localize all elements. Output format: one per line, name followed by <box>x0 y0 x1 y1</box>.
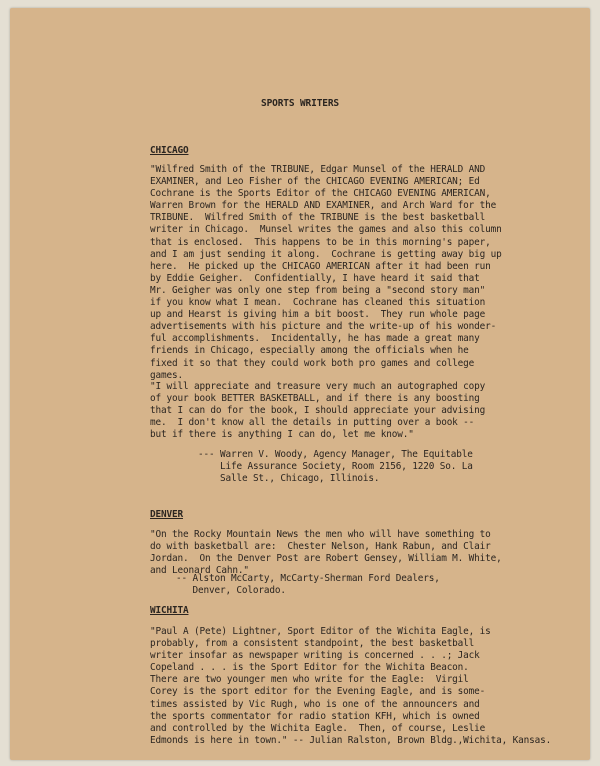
section-heading-chicago: CHICAGO <box>150 145 189 156</box>
wichita-quote: "Paul A (Pete) Lightner, Sport Editor of the Wichita Eagle, is probably, from a consistent standpoint, the best basketball writer insofar as newspaper writing is concerned . . .; Jack Copeland . . . is the Sport Editor for the Wichita Beacon. There are two younger men who write for the Eagle: Virgil Corey is the sport editor for the Evening Eagle, and is some- times assisted by Vic Rugh, who is one of the announcers and the sports commentator for radio station KFH, which is owned and controlled by the Wichita Eagle. Then, of course, Leslie Edmonds is here in town." -- Julian Ralston, Brown Bldg.,Wichita, Kansas. <box>150 626 552 746</box>
denver-quote: "On the Rocky Mountain News the men who will have something to do with basketball are: Chester Nelson, Hank Rabun, and Clair Jordan. On the Denver Post are Robert Gensey, William M. White, and Leonard Cahn." <box>150 529 502 577</box>
page-title: SPORTS WRITERS <box>261 98 339 109</box>
chicago-quote-2: "I will appreciate and treasure very much an autographed copy of your book BETTER BASKETBALL, and if there is any boosting that I can do for the book, I should appreciate your advising me. I don't know all the details in putting over a book -- but if there is anything I can do, let me know." <box>150 381 486 441</box>
chicago-signature: --- Warren V. Woody, Agency Manager, The Equitable Life Assurance Society, Room 2156, 1220 So. La Salle St., Chicago, Illinois. <box>198 449 473 485</box>
chicago-quote-1: "Wilfred Smith of the TRIBUNE, Edgar Munsel of the HERALD AND EXAMINER, and Leo Fisher of the CHICAGO EVENING AMERICAN; Ed Cochrane is the Sports Editor of the CHICAGO EVENING AMERICAN, Warren Brown for the HERALD AND EXAMINER, and Arch Ward for the TRIBUNE. Wilfred Smith of the TRIBUNE is the best basketball writer in Chicago. Munsel writes the games and also this column that is enclosed. This happens to be in this morning's paper, and I am just sending it along. Cochrane is getting away big up here. He picked up the CHICAGO AMERICAN after it had been run by Eddie Geigher. Confidentially, I have heard it said that Mr. Geigher was only one step from being a "second story man" if you know what I mean. Cochrane has cleaned this situation up and Hearst is giving him a bit boost. They run whole page advertisements with his picture and the write-up of his wonder- ful accomplishments. Incidentally, he has made a great many friends in Chicago, especially among the officials when he fixed it so that they could work both pro games and college games. <box>150 164 502 381</box>
denver-signature: -- Alston McCarty, McCarty-Sherman Ford Dealers, Denver, Colorado. <box>176 573 440 597</box>
section-heading-denver: DENVER <box>150 509 183 520</box>
section-heading-wichita: WICHITA <box>150 605 189 616</box>
